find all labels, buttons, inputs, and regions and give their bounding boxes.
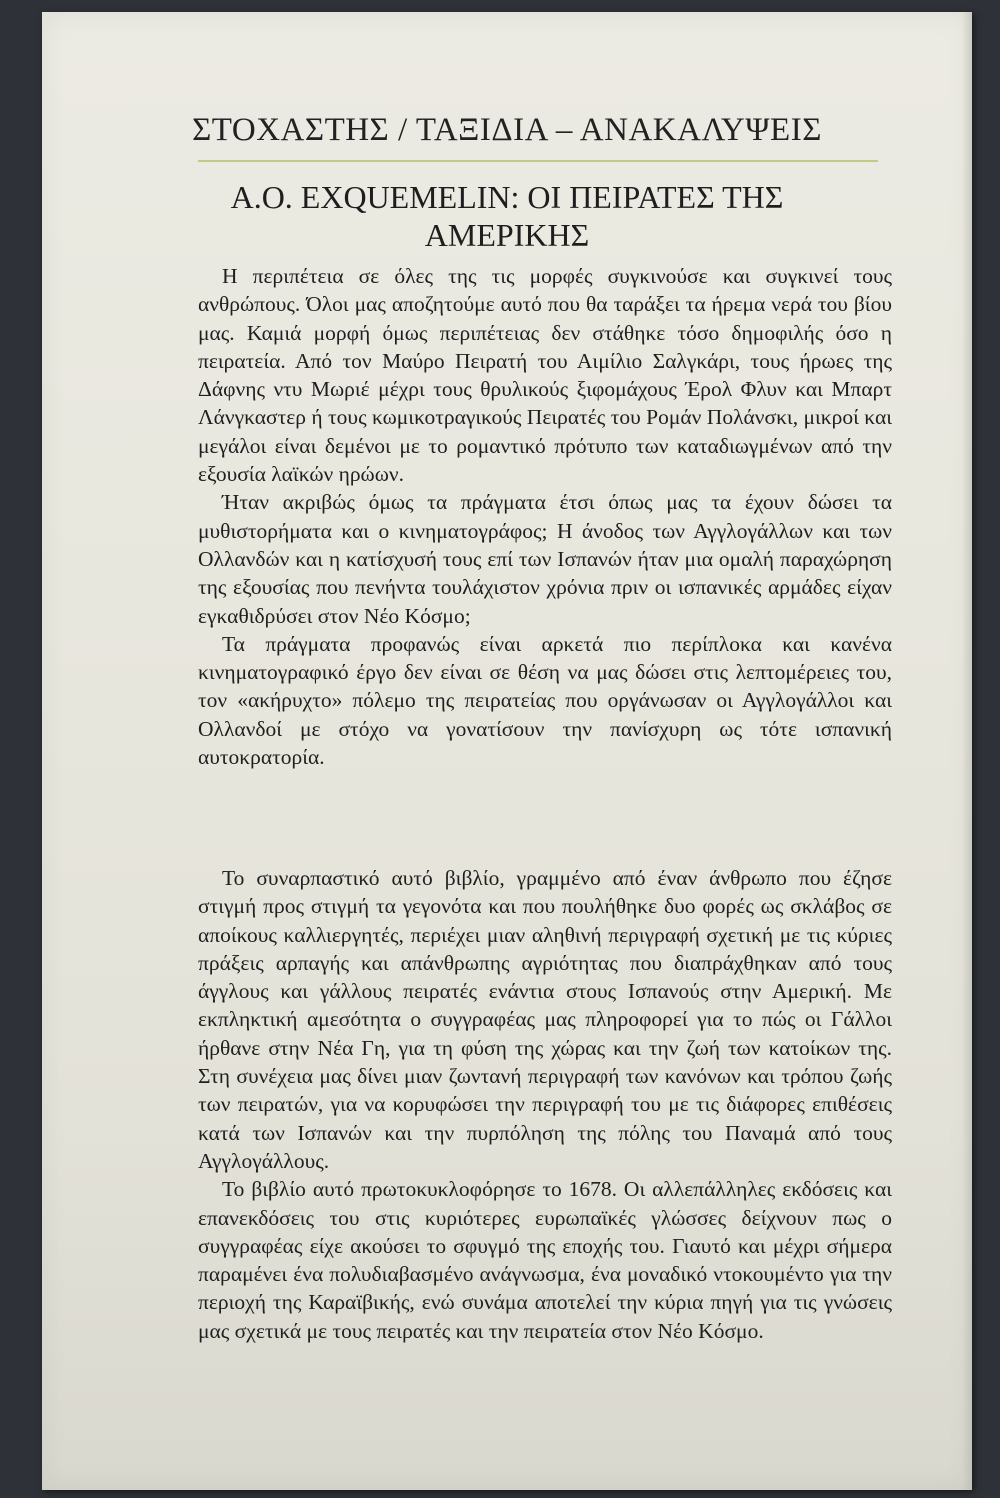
paragraph-2: Ήταν ακριβώς όμως τα πράγματα έτσι όπως μας τα έχουν δώσει τα μυθιστορήματα και ο κινηματογράφος; Η άνοδος των Αγγλογάλλων και των Ολλανδών και η κατίσχυσή τους επί των Ισπανών ήταν μια ομαλή παραχώρηση της εξουσίας που πενήντα τουλάχιστον χρόνια πριν οι ισπανικές αρμάδες είχαν εγκαθιδρύσει στον Νέο Κόσμο; (198, 490, 892, 628)
book-title-line-1: Α.Ο. EXQUEMELIN: ΟΙ ΠΕΙΡΑΤΕΣ ΤΗΣ (230, 179, 784, 215)
paragraph-1: Η περιπέτεια σε όλες της τις μορφές συγκινούσε και συγκινεί τους ανθρώπους. Όλοι μας αποζητούμε αυτό που θα ταράξει τα ήρεμα νερά του βίου μας. Καμιά μορφή όμως περιπέτειας δεν στάθηκε τόσο δημοφιλής όσο η πειρατεία. Από τον Μαύρο Πειρατή του Αιμίλιο Σαλγκάρι, τους ήρωες της Δάφνης ντυ Μωριέ μέχρι τους θρυλικούς ξιφομάχους Έρολ Φλυν και Μπαρτ Λάνγκαστερ ή τους κωμικοτραγικούς Πειρατές του Ρομάν Πολάνσκι, μικροί και μεγάλοι είναι δεμένοι με το ρομαντικό πρότυπο των καταδιωγμένων από την εξουσία λαϊκών ηρώων. (198, 264, 892, 487)
divider-rule (198, 160, 878, 162)
back-cover (42, 12, 972, 1490)
paragraph-4: Το συναρπαστικό αυτό βιβλίο, γραμμένο από έναν άνθρωπο που έζησε στιγμή προς στιγμή τα γεγονότα και που πουλήθηκε δυο φορές ως σκλάβος σε αποίκους καλλιεργητές, περιέχει μιαν αληθινή περιγραφή σχετική με τις κύριες πράξεις αρπαγής και απάνθρωπης αγριότητας που διαπράχθηκαν από τους άγγλους και γάλλους πειρατές ενάντια στους Ισπανούς στην Αμερική. Με εκπληκτική αμεσότητα ο συγγραφέας μας πληροφορεί για το πώς οι Γάλλοι ήρθανε στην Νέα Γη, για τη φύση της χώρας και την ζωή των κατοίκων της. Στη συνέχεια μας δίνει μιαν ζωντανή περιγραφή των κανόνων και τρόπου ζωής των πειρατών, για να κορυφώσει την περιγραφή του με τις διάφορες επιθέσεις κατά των Ισπανών και την πυρπόληση της πόλης του Παναμά από τους Αγγλογάλλους. (198, 866, 892, 1173)
series-heading: ΣΤΟΧΑΣΤΗΣ / ΤΑΞΙΔΙΑ – ΑΝΑΚΑΛΥΨΕΙΣ (192, 112, 822, 148)
paragraph-3: Τα πράγματα προφανώς είναι αρκετά πιο περίπλοκα και κανένα κινηματογραφικό έργο δεν είναι σε θέση να μας δώσει στις λεπτομέρειες του, τον «ακήρυχτο» πόλεμο της πειρατείας που οργάνωσαν οι Αγγλογάλλοι και Ολλανδοί με στόχο να γονατίσουν την πανίσχυρη ως τότε ισπανική αυτοκρατορία. (198, 631, 892, 770)
paragraph-5: Το βιβλίο αυτό πρωτοκυκλοφόρησε το 1678. Οι αλλεπάλληλες εκδόσεις και επανεκδόσεις του στις κυριότερες ευρωπαϊκές γλώσσες δείχνουν πως ο συγγραφέας είχε ακούσει το σφυγμό της εποχής του. Γιαυτό και μέχρι σήμερα παραμένει ένα πολυδιαβασμένο ανάγνωσμα, ένα μοναδικό ντοκουμέντο για την περιοχή της Καραϊβικής, ενώ συνάμα αποτελεί την κύρια πηγή για τις γνώσεις μας σχετικά με τους πειρατές και την πειρατεία στον Νέο Κόσμο. (198, 1177, 892, 1343)
description-text-block (198, 864, 892, 1345)
intro-text-block (198, 262, 892, 771)
book-title-line-2: ΑΜΕΡΙΚΗΣ (424, 217, 590, 253)
book-title (42, 178, 972, 254)
